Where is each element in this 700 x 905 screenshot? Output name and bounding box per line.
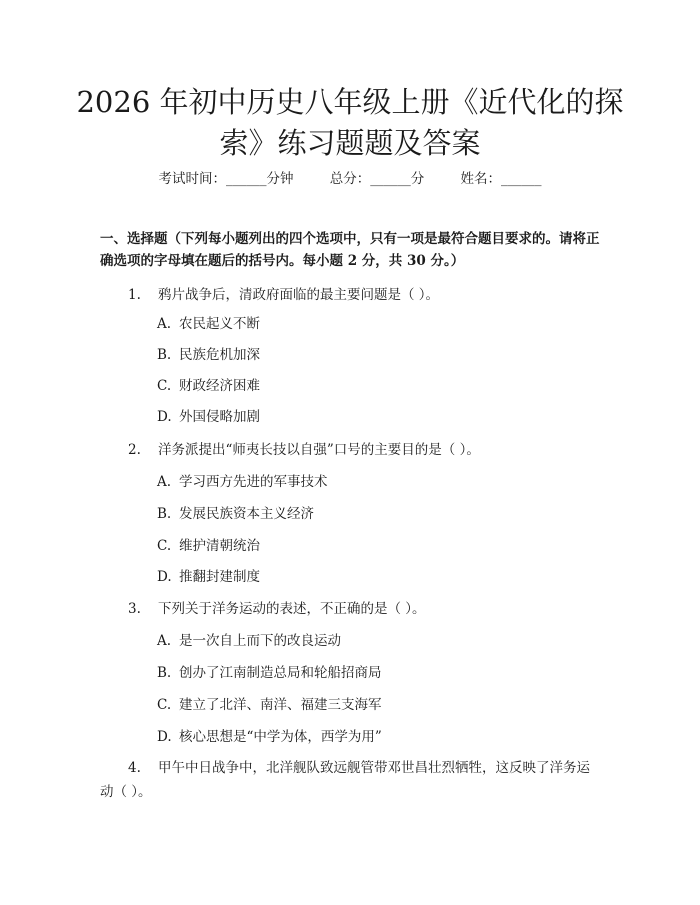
option-letter: D. — [157, 409, 172, 425]
question-3-option-d — [157, 727, 382, 747]
question-2-option-b — [157, 504, 314, 524]
option-text: 学习西方先进的军事技术 — [179, 474, 328, 490]
section-heading-choice: 一、选择题（下列每小题列出的四个选项中，只有一项是最符合题目要求的。请将正确选项的字母填在题后的括号内。每小题 2 分，共 30 分。） — [100, 231, 600, 269]
option-letter: A. — [157, 316, 172, 332]
question-1-option-b — [157, 345, 260, 365]
option-text: 建立了北洋、南洋、福建三支海军 — [179, 697, 382, 713]
question-3 — [128, 598, 608, 620]
option-letter: B. — [157, 506, 172, 522]
option-text: 维护清朝统治 — [179, 538, 260, 554]
question-4 — [100, 756, 600, 804]
question-number: 1. — [128, 287, 141, 303]
option-letter: D. — [157, 569, 172, 585]
exam-score: 总分：______分 — [329, 171, 425, 187]
question-3-option-a — [157, 631, 341, 651]
option-text: 外国侵略加剧 — [179, 409, 260, 425]
option-letter: B. — [157, 665, 172, 681]
student-name: 姓名：______ — [460, 171, 542, 187]
question-number: 2. — [128, 442, 141, 458]
question-number: 3. — [128, 601, 141, 617]
question-stem: 鸦片战争后，清政府面临的最主要问题是（ ）。 — [158, 287, 440, 303]
option-text: 民族危机加深 — [179, 347, 260, 363]
option-letter: D. — [157, 729, 172, 745]
document-title-line-1: 2026 年初中历史八年级上册《近代化的探 — [76, 85, 624, 119]
option-text: 核心思想是“中学为体，西学为用” — [179, 729, 382, 745]
option-letter: C. — [157, 378, 172, 394]
option-text: 是一次自上而下的改良运动 — [179, 633, 341, 649]
question-1-option-d — [157, 407, 260, 427]
question-2-option-c — [157, 536, 260, 556]
question-stem: 下列关于洋务运动的表述，不正确的是（ ）。 — [158, 601, 426, 617]
question-2-option-a — [157, 472, 328, 492]
option-text: 财政经济困难 — [179, 378, 260, 394]
option-text: 推翻封建制度 — [179, 569, 260, 585]
exam-info — [0, 170, 700, 188]
document-title-line-2: 索》练习题题及答案 — [219, 126, 481, 160]
question-2 — [128, 439, 608, 461]
option-letter: A. — [157, 633, 172, 649]
option-text: 农民起义不断 — [179, 316, 260, 332]
question-1 — [128, 284, 608, 306]
question-1-option-a — [157, 314, 260, 334]
option-letter: A. — [157, 474, 172, 490]
option-letter: C. — [157, 697, 172, 713]
option-text: 创办了江南制造总局和轮船招商局 — [179, 665, 382, 681]
option-text: 发展民族资本主义经济 — [179, 506, 314, 522]
exam-time: 考试时间：______分钟 — [158, 171, 294, 187]
question-1-option-c — [157, 376, 260, 396]
question-3-option-c — [157, 695, 382, 715]
question-2-option-d — [157, 567, 260, 587]
question-number: 4. — [128, 760, 141, 776]
option-letter: C. — [157, 538, 172, 554]
option-letter: B. — [157, 347, 172, 363]
question-stem: 甲午中日战争中，北洋舰队致远舰管带邓世昌壮烈牺牲，这反映了洋务运动（ ）。 — [100, 760, 590, 800]
question-3-option-b — [157, 663, 382, 683]
question-stem: 洋务派提出“师夷长技以自强”口号的主要目的是（ ）。 — [158, 442, 480, 458]
